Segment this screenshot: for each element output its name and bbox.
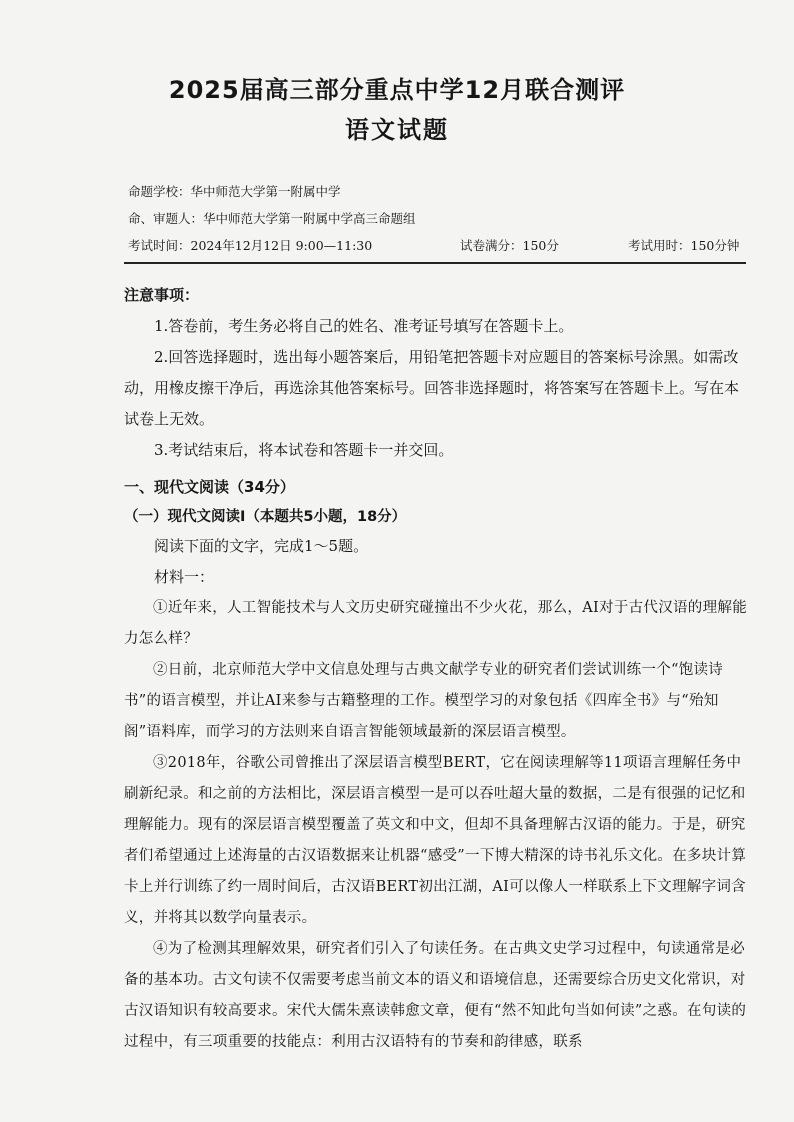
instruction: 阅读下面的文字，完成1～5题。 bbox=[154, 537, 369, 555]
notice-heading: 注意事项： bbox=[124, 286, 200, 304]
section-heading: 一、现代文阅读（34分） bbox=[124, 478, 295, 496]
notice-item: 2.回答选择题时，选出每小题答案后，用铅笔把答题卡对应题目的答案标号涂黑。如需改动，用橡皮擦干净后，再选涂其他答案标号。回答非选择题时，将答案写在答题卡上。写在本试卷上无效。 bbox=[124, 348, 740, 428]
meta-reviewers: 命、审题人：华中师范大学第一附属中学高三命题组 bbox=[128, 211, 416, 226]
meta-full-score: 试卷满分：150分 bbox=[460, 238, 559, 253]
notice-item: 1.答卷前，考生务必将自己的姓名、准考证号填写在答题卡上。 bbox=[154, 317, 574, 335]
sub-section-heading: （一）现代文阅读Ⅰ（本题共5小题，18分） bbox=[124, 509, 407, 525]
subject-title: 语文试题 bbox=[345, 116, 449, 144]
article-paragraph: ③2018年，谷歌公司曾推出了深层语言模型BERT，它在阅读理解等11项语言理解任务中刷新纪录。和之前的方法相比，深层语言模型一是可以吞吐超大量的数据，二是有很强的记忆和理解能力。现有的深层语言模型覆盖了英文和中文，但却不具备理解古汉语的能力。于是，研究者们希望通过上述海量的古汉语数据来让机器“感受”一下博大精深的诗书礼乐文化。在多块计算卡上并行训练了约一周时间后，古汉语BERT初出江湖，AI可以像人一样联系上下文理解字词含义，并将其以数学向量表示。 bbox=[124, 755, 747, 926]
exam-title: 2025届高三部分重点中学12月联合测评 bbox=[168, 76, 626, 104]
material-label: 材料一： bbox=[154, 568, 215, 586]
article-paragraph: ②日前，北京师范大学中文信息处理与古典文献学专业的研究者们尝试训练一个“饱读诗书”的语言模型，并让AI来参与古籍整理的工作。模型学习的对象包括《四库全书》与“殆知阁”语料库，而学习的方法则来自语言智能领域最新的深层语言模型。 bbox=[124, 662, 724, 740]
article-body bbox=[124, 593, 750, 1058]
header-divider bbox=[124, 262, 746, 264]
article-paragraph: ④为了检测其理解效果，研究者们引入了句读任务。在古典文史学习过程中，句读通常是必备的基本功。古文句读不仅需要考虑当前文本的语义和语境信息，还需要综合历史文化常识，对古汉语知识有较高要求。宋代大儒朱熹读韩愈文章，便有“然不知此句当如何读”之惑。在句读的过程中，有三项重要的技能点：利用古汉语特有的节奏和韵律感，联系 bbox=[124, 941, 747, 1050]
notice-item: 3.考试结束后，将本试卷和答题卡一并交回。 bbox=[154, 441, 454, 459]
notice-block bbox=[124, 280, 750, 466]
article-paragraph: ①近年来，人工智能技术与人文历史研究碰撞出不少火花，那么，AI对于古代汉语的理解能力怎么样？ bbox=[124, 600, 747, 647]
meta-duration: 考试用时：150分钟 bbox=[628, 238, 740, 253]
reading-section bbox=[124, 472, 750, 1058]
meta-exam-time: 考试时间：2024年12月12日 9:00—11:30 bbox=[128, 238, 373, 253]
meta-school: 命题学校：华中师范大学第一附属中学 bbox=[128, 184, 341, 199]
